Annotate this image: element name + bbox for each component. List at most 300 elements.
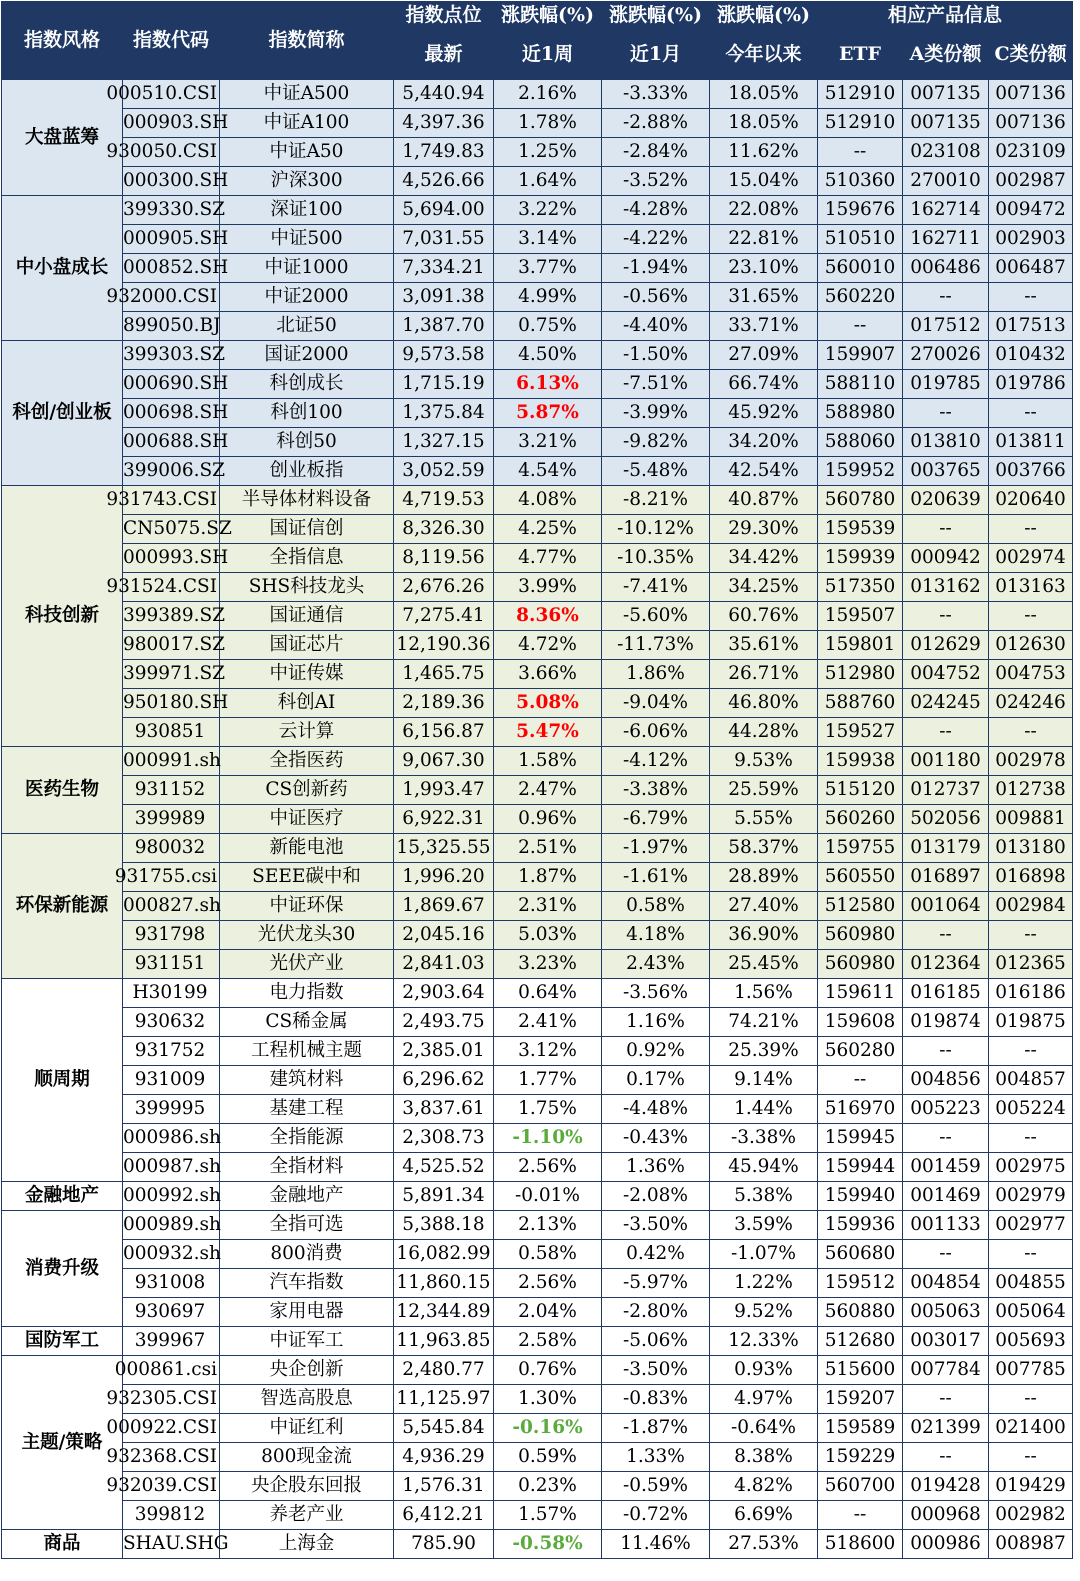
a-share-code-cell: 013162 — [903, 573, 989, 602]
ytd-change-cell: 3.59% — [710, 1211, 818, 1240]
table-row — [2, 1501, 1073, 1530]
table-row — [2, 1095, 1073, 1124]
index-code-text: 000987.sh — [123, 1156, 221, 1177]
week-change-cell: 3.23% — [494, 950, 602, 979]
latest-points-cell: 9,573.58 — [394, 341, 494, 370]
etf-code-cell: 159801 — [818, 631, 903, 660]
index-code-text: SHAU.SHG — [123, 1533, 229, 1554]
table-row — [2, 1008, 1073, 1037]
latest-points-cell: 7,275.41 — [394, 602, 494, 631]
c-share-code-cell: 010432 — [989, 341, 1073, 370]
ytd-change-cell: 18.05% — [710, 80, 818, 109]
index-code-text: 399812 — [134, 1504, 206, 1525]
month-change-cell: -0.83% — [602, 1385, 710, 1414]
etf-code-cell: 512980 — [818, 660, 903, 689]
table-header — [2, 2, 1073, 80]
index-code-text: 931009 — [134, 1069, 206, 1090]
a-share-code-cell: -- — [903, 1385, 989, 1414]
etf-code-cell: 159952 — [818, 457, 903, 486]
a-share-code-cell: -- — [903, 1443, 989, 1472]
ytd-change-cell: 34.42% — [710, 544, 818, 573]
c-share-code-cell: 008987 — [989, 1530, 1073, 1559]
c-share-code-cell: 007785 — [989, 1356, 1073, 1385]
c-share-code-cell: -- — [989, 1385, 1073, 1414]
latest-points-cell: 6,296.62 — [394, 1066, 494, 1095]
table-row — [2, 1211, 1073, 1240]
a-share-code-cell: 007135 — [903, 109, 989, 138]
etf-code-cell: 588760 — [818, 689, 903, 718]
month-change-cell: -4.28% — [602, 196, 710, 225]
c-share-code-cell: 002975 — [989, 1153, 1073, 1182]
index-code-text: 931743.CSI — [106, 489, 217, 510]
index-name-cell: 中证500 — [220, 225, 394, 254]
etf-code-cell: 159755 — [818, 834, 903, 863]
table-row — [2, 718, 1073, 747]
etf-code-cell: 512910 — [818, 80, 903, 109]
index-code-text: 000688.SH — [123, 431, 229, 452]
latest-points-cell: 8,326.30 — [394, 515, 494, 544]
month-change-cell: -1.94% — [602, 254, 710, 283]
a-share-code-cell: -- — [903, 602, 989, 631]
index-name-cell: 中证传媒 — [220, 660, 394, 689]
c-share-code-cell: 019429 — [989, 1472, 1073, 1501]
etf-code-cell: 560220 — [818, 283, 903, 312]
index-code-text: 000861.csi — [114, 1359, 217, 1380]
latest-points-cell: 5,388.18 — [394, 1211, 494, 1240]
ytd-change-cell: 45.92% — [710, 399, 818, 428]
week-change-cell: 0.58% — [494, 1240, 602, 1269]
index-name-cell: 科创50 — [220, 428, 394, 457]
week-change-cell: 4.25% — [494, 515, 602, 544]
week-change-cell: 0.76% — [494, 1356, 602, 1385]
index-name-cell: 国证2000 — [220, 341, 394, 370]
latest-points-cell: 4,397.36 — [394, 109, 494, 138]
group-label: 消费升级 — [2, 1211, 123, 1327]
c-share-code-cell: -- — [989, 283, 1073, 312]
a-share-code-cell: 005063 — [903, 1298, 989, 1327]
table-row — [2, 1298, 1073, 1327]
index-code-text: 932368.CSI — [106, 1446, 217, 1467]
etf-code-cell: 512680 — [818, 1327, 903, 1356]
week-change-cell: 5.87% — [494, 399, 602, 428]
month-change-cell: -3.33% — [602, 80, 710, 109]
ytd-change-cell: 29.30% — [710, 515, 818, 544]
index-code-text: 000991.sh — [123, 750, 221, 771]
latest-points-cell: 5,545.84 — [394, 1414, 494, 1443]
index-code-text: 931152 — [134, 779, 206, 800]
header-etf: ETF — [818, 30, 903, 80]
index-code-text: 000510.CSI — [106, 83, 217, 104]
week-change-cell: 2.31% — [494, 892, 602, 921]
etf-code-cell: 159589 — [818, 1414, 903, 1443]
index-name-cell: 中证A500 — [220, 80, 394, 109]
etf-code-cell: 159936 — [818, 1211, 903, 1240]
a-share-code-cell: -- — [903, 399, 989, 428]
month-change-cell: 2.43% — [602, 950, 710, 979]
etf-code-cell: 560010 — [818, 254, 903, 283]
latest-points-cell: 2,189.36 — [394, 689, 494, 718]
etf-code-cell: 510360 — [818, 167, 903, 196]
index-name-cell: 中证A100 — [220, 109, 394, 138]
table-row — [2, 660, 1073, 689]
index-name-cell: CS稀金属 — [220, 1008, 394, 1037]
ytd-change-cell: 9.53% — [710, 747, 818, 776]
c-share-code-cell: 012630 — [989, 631, 1073, 660]
table-row — [2, 1530, 1073, 1559]
etf-code-cell: 515120 — [818, 776, 903, 805]
ytd-change-cell: 46.80% — [710, 689, 818, 718]
week-change-cell: 1.57% — [494, 1501, 602, 1530]
c-share-code-cell: 004855 — [989, 1269, 1073, 1298]
a-share-code-cell: 016897 — [903, 863, 989, 892]
month-change-cell: -7.51% — [602, 370, 710, 399]
week-change-cell: 4.72% — [494, 631, 602, 660]
group-label: 主题/策略 — [2, 1356, 123, 1530]
index-code-cell — [114, 1356, 220, 1385]
month-change-cell: -8.21% — [602, 486, 710, 515]
index-code-cell — [106, 573, 220, 602]
index-name-cell: 基建工程 — [220, 1095, 394, 1124]
index-name-cell: 中证环保 — [220, 892, 394, 921]
etf-code-cell: 159940 — [818, 1182, 903, 1211]
etf-code-cell: 159907 — [818, 341, 903, 370]
etf-code-cell: 159939 — [818, 544, 903, 573]
table-row — [2, 776, 1073, 805]
table-row — [2, 196, 1073, 225]
group-label: 商品 — [2, 1530, 123, 1559]
index-name-cell: 国证信创 — [220, 515, 394, 544]
c-share-code-cell: -- — [989, 515, 1073, 544]
index-code-cell — [123, 1037, 220, 1066]
month-change-cell: -5.06% — [602, 1327, 710, 1356]
index-code-text: 399989 — [134, 808, 206, 829]
c-share-code-cell: 019875 — [989, 1008, 1073, 1037]
table-row — [2, 370, 1073, 399]
header-change-month: 涨跌幅(%) — [602, 2, 710, 30]
latest-points-cell: 785.90 — [394, 1530, 494, 1559]
month-change-cell: -1.97% — [602, 834, 710, 863]
month-change-cell: -1.61% — [602, 863, 710, 892]
ytd-change-cell: 15.04% — [710, 167, 818, 196]
index-code-cell — [114, 863, 220, 892]
latest-points-cell: 1,387.70 — [394, 312, 494, 341]
month-change-cell: 1.16% — [602, 1008, 710, 1037]
week-change-cell: 3.12% — [494, 1037, 602, 1066]
index-code-cell — [123, 1211, 220, 1240]
group-label: 环保新能源 — [2, 834, 123, 979]
a-share-code-cell: 000968 — [903, 1501, 989, 1530]
latest-points-cell: 5,891.34 — [394, 1182, 494, 1211]
week-change-cell: 3.99% — [494, 573, 602, 602]
week-change-cell: 2.56% — [494, 1153, 602, 1182]
table-row — [2, 747, 1073, 776]
index-name-cell: 800现金流 — [220, 1443, 394, 1472]
index-code-cell — [123, 109, 229, 138]
ytd-change-cell: 9.52% — [710, 1298, 818, 1327]
index-code-text: 000922.CSI — [106, 1417, 217, 1438]
table-row — [2, 515, 1073, 544]
a-share-code-cell: -- — [903, 283, 989, 312]
month-change-cell: -3.99% — [602, 399, 710, 428]
month-change-cell: -4.40% — [602, 312, 710, 341]
table-row — [2, 1124, 1073, 1153]
ytd-change-cell: 18.05% — [710, 109, 818, 138]
group-label: 科技创新 — [2, 486, 123, 747]
month-change-cell: -0.43% — [602, 1124, 710, 1153]
ytd-change-cell: 27.40% — [710, 892, 818, 921]
table-body — [2, 80, 1073, 1559]
a-share-code-cell: 001133 — [903, 1211, 989, 1240]
index-code-cell — [123, 921, 220, 950]
month-change-cell: 0.42% — [602, 1240, 710, 1269]
etf-code-cell: 515600 — [818, 1356, 903, 1385]
a-share-code-cell: 007784 — [903, 1356, 989, 1385]
index-code-cell — [123, 892, 220, 921]
c-share-code-cell: 004857 — [989, 1066, 1073, 1095]
week-change-cell: 0.23% — [494, 1472, 602, 1501]
index-code-cell — [123, 805, 220, 834]
week-change-cell: -1.10% — [494, 1124, 602, 1153]
a-share-code-cell: 021399 — [903, 1414, 989, 1443]
week-change-cell: 3.21% — [494, 428, 602, 457]
index-code-cell — [123, 1327, 220, 1356]
month-change-cell: -3.52% — [602, 167, 710, 196]
index-code-text: 399330.SZ — [123, 199, 226, 220]
index-code-text: 931752 — [134, 1040, 206, 1061]
table-row — [2, 1269, 1073, 1298]
month-change-cell: -7.41% — [602, 573, 710, 602]
index-name-cell: 智选高股息 — [220, 1385, 394, 1414]
month-change-cell: 0.58% — [602, 892, 710, 921]
latest-points-cell: 11,963.85 — [394, 1327, 494, 1356]
index-code-text: 000903.SH — [123, 112, 229, 133]
week-change-cell: 2.16% — [494, 80, 602, 109]
c-share-code-cell: 021400 — [989, 1414, 1073, 1443]
index-code-text: CN5075.SZ — [123, 518, 232, 539]
table-row — [2, 1356, 1073, 1385]
week-change-cell: 0.96% — [494, 805, 602, 834]
latest-points-cell: 3,091.38 — [394, 283, 494, 312]
index-code-text: 931798 — [134, 924, 206, 945]
index-code-cell — [123, 254, 229, 283]
c-share-code-cell: -- — [989, 602, 1073, 631]
c-share-code-cell: 002903 — [989, 225, 1073, 254]
a-share-code-cell: 270026 — [903, 341, 989, 370]
a-share-code-cell: 003765 — [903, 457, 989, 486]
etf-code-cell: 516970 — [818, 1095, 903, 1124]
etf-code-cell: 159229 — [818, 1443, 903, 1472]
etf-code-cell: 560700 — [818, 1472, 903, 1501]
ytd-change-cell: 1.56% — [710, 979, 818, 1008]
month-change-cell: -3.38% — [602, 776, 710, 805]
latest-points-cell: 2,480.77 — [394, 1356, 494, 1385]
index-name-cell: 家用电器 — [220, 1298, 394, 1327]
a-share-code-cell: 004752 — [903, 660, 989, 689]
week-change-cell: 5.03% — [494, 921, 602, 950]
week-change-cell: 2.13% — [494, 1211, 602, 1240]
month-change-cell: -10.35% — [602, 544, 710, 573]
table-row — [2, 1443, 1073, 1472]
c-share-code-cell: 005693 — [989, 1327, 1073, 1356]
month-change-cell: 1.36% — [602, 1153, 710, 1182]
c-share-code-cell: -- — [989, 1443, 1073, 1472]
ytd-change-cell: 0.93% — [710, 1356, 818, 1385]
ytd-change-cell: 23.10% — [710, 254, 818, 283]
ytd-change-cell: 22.08% — [710, 196, 818, 225]
index-code-cell — [123, 660, 226, 689]
a-share-code-cell: 024245 — [903, 689, 989, 718]
index-name-cell: 创业板指 — [220, 457, 394, 486]
index-code-cell — [123, 341, 226, 370]
group-label: 大盘蓝筹 — [2, 80, 123, 196]
index-name-cell: 中证A50 — [220, 138, 394, 167]
month-change-cell: 1.33% — [602, 1443, 710, 1472]
a-share-code-cell: 003017 — [903, 1327, 989, 1356]
ytd-change-cell: -3.38% — [710, 1124, 818, 1153]
ytd-change-cell: 8.38% — [710, 1443, 818, 1472]
ytd-change-cell: 1.22% — [710, 1269, 818, 1298]
index-name-cell: 中证医疗 — [220, 805, 394, 834]
a-share-code-cell: 017512 — [903, 312, 989, 341]
index-name-cell: 国证通信 — [220, 602, 394, 631]
etf-code-cell: 560880 — [818, 1298, 903, 1327]
month-change-cell: -2.88% — [602, 109, 710, 138]
a-share-code-cell: 001064 — [903, 892, 989, 921]
latest-points-cell: 5,694.00 — [394, 196, 494, 225]
week-change-cell: -0.01% — [494, 1182, 602, 1211]
ytd-change-cell: 11.62% — [710, 138, 818, 167]
latest-points-cell: 1,715.19 — [394, 370, 494, 399]
etf-code-cell: 560980 — [818, 921, 903, 950]
index-name-cell: 全指信息 — [220, 544, 394, 573]
ytd-change-cell: 40.87% — [710, 486, 818, 515]
index-name-cell: 科创100 — [220, 399, 394, 428]
index-name-cell: 光伏龙头30 — [220, 921, 394, 950]
week-change-cell: 1.25% — [494, 138, 602, 167]
index-code-text: 399006.SZ — [123, 460, 226, 481]
a-share-code-cell: 019785 — [903, 370, 989, 399]
latest-points-cell: 2,493.75 — [394, 1008, 494, 1037]
index-code-cell — [123, 747, 220, 776]
table-row — [2, 225, 1073, 254]
index-code-text: 931524.CSI — [106, 576, 217, 597]
week-change-cell: 1.58% — [494, 747, 602, 776]
index-code-cell — [123, 1095, 220, 1124]
index-name-cell: SHS科技龙头 — [220, 573, 394, 602]
c-share-code-cell: 012738 — [989, 776, 1073, 805]
etf-code-cell: 588060 — [818, 428, 903, 457]
index-name-cell: 汽车指数 — [220, 1269, 394, 1298]
table-row — [2, 1414, 1073, 1443]
c-share-code-cell: 006487 — [989, 254, 1073, 283]
a-share-code-cell: 016185 — [903, 979, 989, 1008]
table-row — [2, 1066, 1073, 1095]
index-name-cell: 金融地产 — [220, 1182, 394, 1211]
c-share-code-cell: -- — [989, 718, 1073, 747]
c-share-code-cell: 013811 — [989, 428, 1073, 457]
c-share-code-cell: 023109 — [989, 138, 1073, 167]
ytd-change-cell: 44.28% — [710, 718, 818, 747]
etf-code-cell: 560980 — [818, 950, 903, 979]
index-name-cell: 中证1000 — [220, 254, 394, 283]
latest-points-cell: 2,045.16 — [394, 921, 494, 950]
latest-points-cell: 11,125.97 — [394, 1385, 494, 1414]
month-change-cell: -1.87% — [602, 1414, 710, 1443]
index-code-cell — [106, 486, 220, 515]
ytd-change-cell: -0.64% — [710, 1414, 818, 1443]
table-row — [2, 486, 1073, 515]
ytd-change-cell: 36.90% — [710, 921, 818, 950]
group-label: 医药生物 — [2, 747, 123, 834]
week-change-cell: 1.64% — [494, 167, 602, 196]
index-code-cell — [123, 312, 220, 341]
week-change-cell: 3.77% — [494, 254, 602, 283]
week-change-cell: 8.36% — [494, 602, 602, 631]
a-share-code-cell: 020639 — [903, 486, 989, 515]
month-change-cell: -0.72% — [602, 1501, 710, 1530]
header-month: 近1月 — [602, 30, 710, 80]
ytd-change-cell: 27.09% — [710, 341, 818, 370]
table-row — [2, 1037, 1073, 1066]
ytd-change-cell: -1.07% — [710, 1240, 818, 1269]
table-row — [2, 979, 1073, 1008]
latest-points-cell: 1,869.67 — [394, 892, 494, 921]
table-row — [2, 631, 1073, 660]
etf-code-cell: 588980 — [818, 399, 903, 428]
index-code-text: 930851 — [134, 721, 206, 742]
header-code: 指数代码 — [123, 2, 220, 80]
c-share-code-cell: -- — [989, 1037, 1073, 1066]
month-change-cell: -3.50% — [602, 1211, 710, 1240]
table-row — [2, 428, 1073, 457]
index-code-text: 000986.sh — [123, 1127, 221, 1148]
etf-code-cell: 159527 — [818, 718, 903, 747]
index-code-text: 000852.SH — [123, 257, 229, 278]
week-change-cell: 3.66% — [494, 660, 602, 689]
c-share-code-cell: -- — [989, 1124, 1073, 1153]
index-code-text: 931008 — [134, 1272, 206, 1293]
index-code-cell — [123, 515, 232, 544]
month-change-cell: -1.50% — [602, 341, 710, 370]
table-row — [2, 254, 1073, 283]
index-code-cell — [123, 1298, 220, 1327]
index-name-cell: 科创AI — [220, 689, 394, 718]
c-share-code-cell: 002974 — [989, 544, 1073, 573]
index-code-text: H30199 — [132, 982, 208, 1003]
header-ytd: 今年以来 — [710, 30, 818, 80]
month-change-cell: 4.18% — [602, 921, 710, 950]
c-share-code-cell: 013163 — [989, 573, 1073, 602]
index-code-text: 950180.SH — [123, 692, 229, 713]
header-week: 近1周 — [494, 30, 602, 80]
etf-code-cell: 560550 — [818, 863, 903, 892]
table-row — [2, 689, 1073, 718]
c-share-code-cell: 016898 — [989, 863, 1073, 892]
index-code-cell — [106, 1472, 220, 1501]
latest-points-cell: 4,719.53 — [394, 486, 494, 515]
group-label: 顺周期 — [2, 979, 123, 1182]
etf-code-cell: 159507 — [818, 602, 903, 631]
table-row — [2, 80, 1073, 109]
index-code-cell — [123, 979, 220, 1008]
ytd-change-cell: 25.45% — [710, 950, 818, 979]
week-change-cell: 5.47% — [494, 718, 602, 747]
latest-points-cell: 6,412.21 — [394, 1501, 494, 1530]
latest-points-cell: 6,922.31 — [394, 805, 494, 834]
index-code-cell — [106, 1385, 220, 1414]
week-change-cell: 4.77% — [494, 544, 602, 573]
c-share-code-cell: 005064 — [989, 1298, 1073, 1327]
